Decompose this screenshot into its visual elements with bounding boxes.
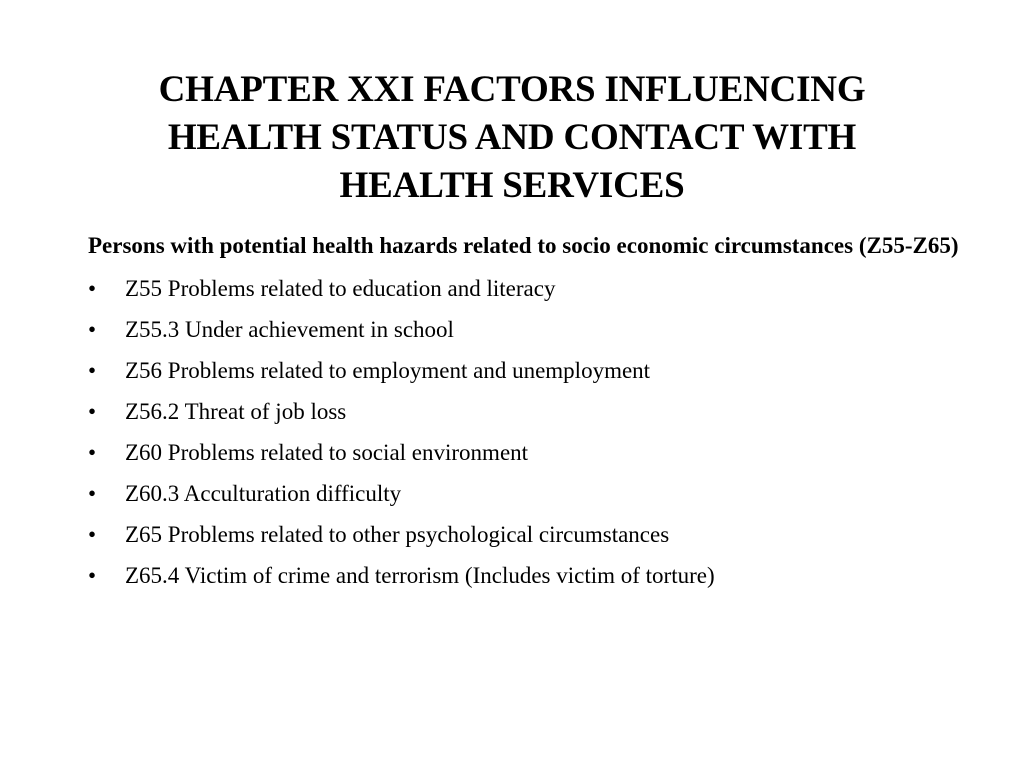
title-line-2: HEALTH STATUS AND CONTACT WITH: [167, 117, 857, 158]
bullet-icon: •: [88, 358, 97, 383]
list-item: [88, 514, 968, 555]
list-item: [88, 432, 968, 473]
list-item: [88, 391, 968, 432]
list-item: [88, 350, 968, 391]
list-item-text: Z55.3 Under achievement in school: [125, 317, 454, 342]
list-item: [88, 555, 968, 596]
bullet-icon: •: [88, 399, 97, 424]
slide-title: [88, 66, 936, 210]
bullet-icon: •: [88, 522, 97, 547]
list-item-text: Z65.4 Victim of crime and terrorism (Includes victim of torture): [125, 563, 715, 588]
bullet-icon: •: [88, 276, 97, 301]
section-heading: Persons with potential health hazards related to socio economic circumstances (Z55-Z65): [88, 233, 959, 258]
title-line-3: HEALTH SERVICES: [339, 165, 685, 206]
list-item: [88, 309, 968, 350]
list-item: [88, 473, 968, 514]
list-item-text: Z55 Problems related to education and literacy: [125, 276, 556, 301]
bullet-icon: •: [88, 563, 97, 588]
bullet-icon: •: [88, 440, 97, 465]
list-item-text: Z60 Problems related to social environment: [125, 440, 529, 465]
slide-body: [88, 228, 968, 596]
list-item-text: Z60.3 Acculturation difficulty: [125, 481, 402, 506]
bullet-list: [88, 268, 968, 596]
list-item-text: Z65 Problems related to other psychological circumstances: [125, 522, 670, 547]
list-item-text: Z56.2 Threat of job loss: [125, 399, 347, 424]
bullet-icon: •: [88, 317, 97, 342]
bullet-icon: •: [88, 481, 97, 506]
list-item-text: Z56 Problems related to employment and unemployment: [125, 358, 651, 383]
list-item: [88, 268, 968, 309]
title-line-1: CHAPTER XXI FACTORS INFLUENCING: [158, 69, 866, 110]
